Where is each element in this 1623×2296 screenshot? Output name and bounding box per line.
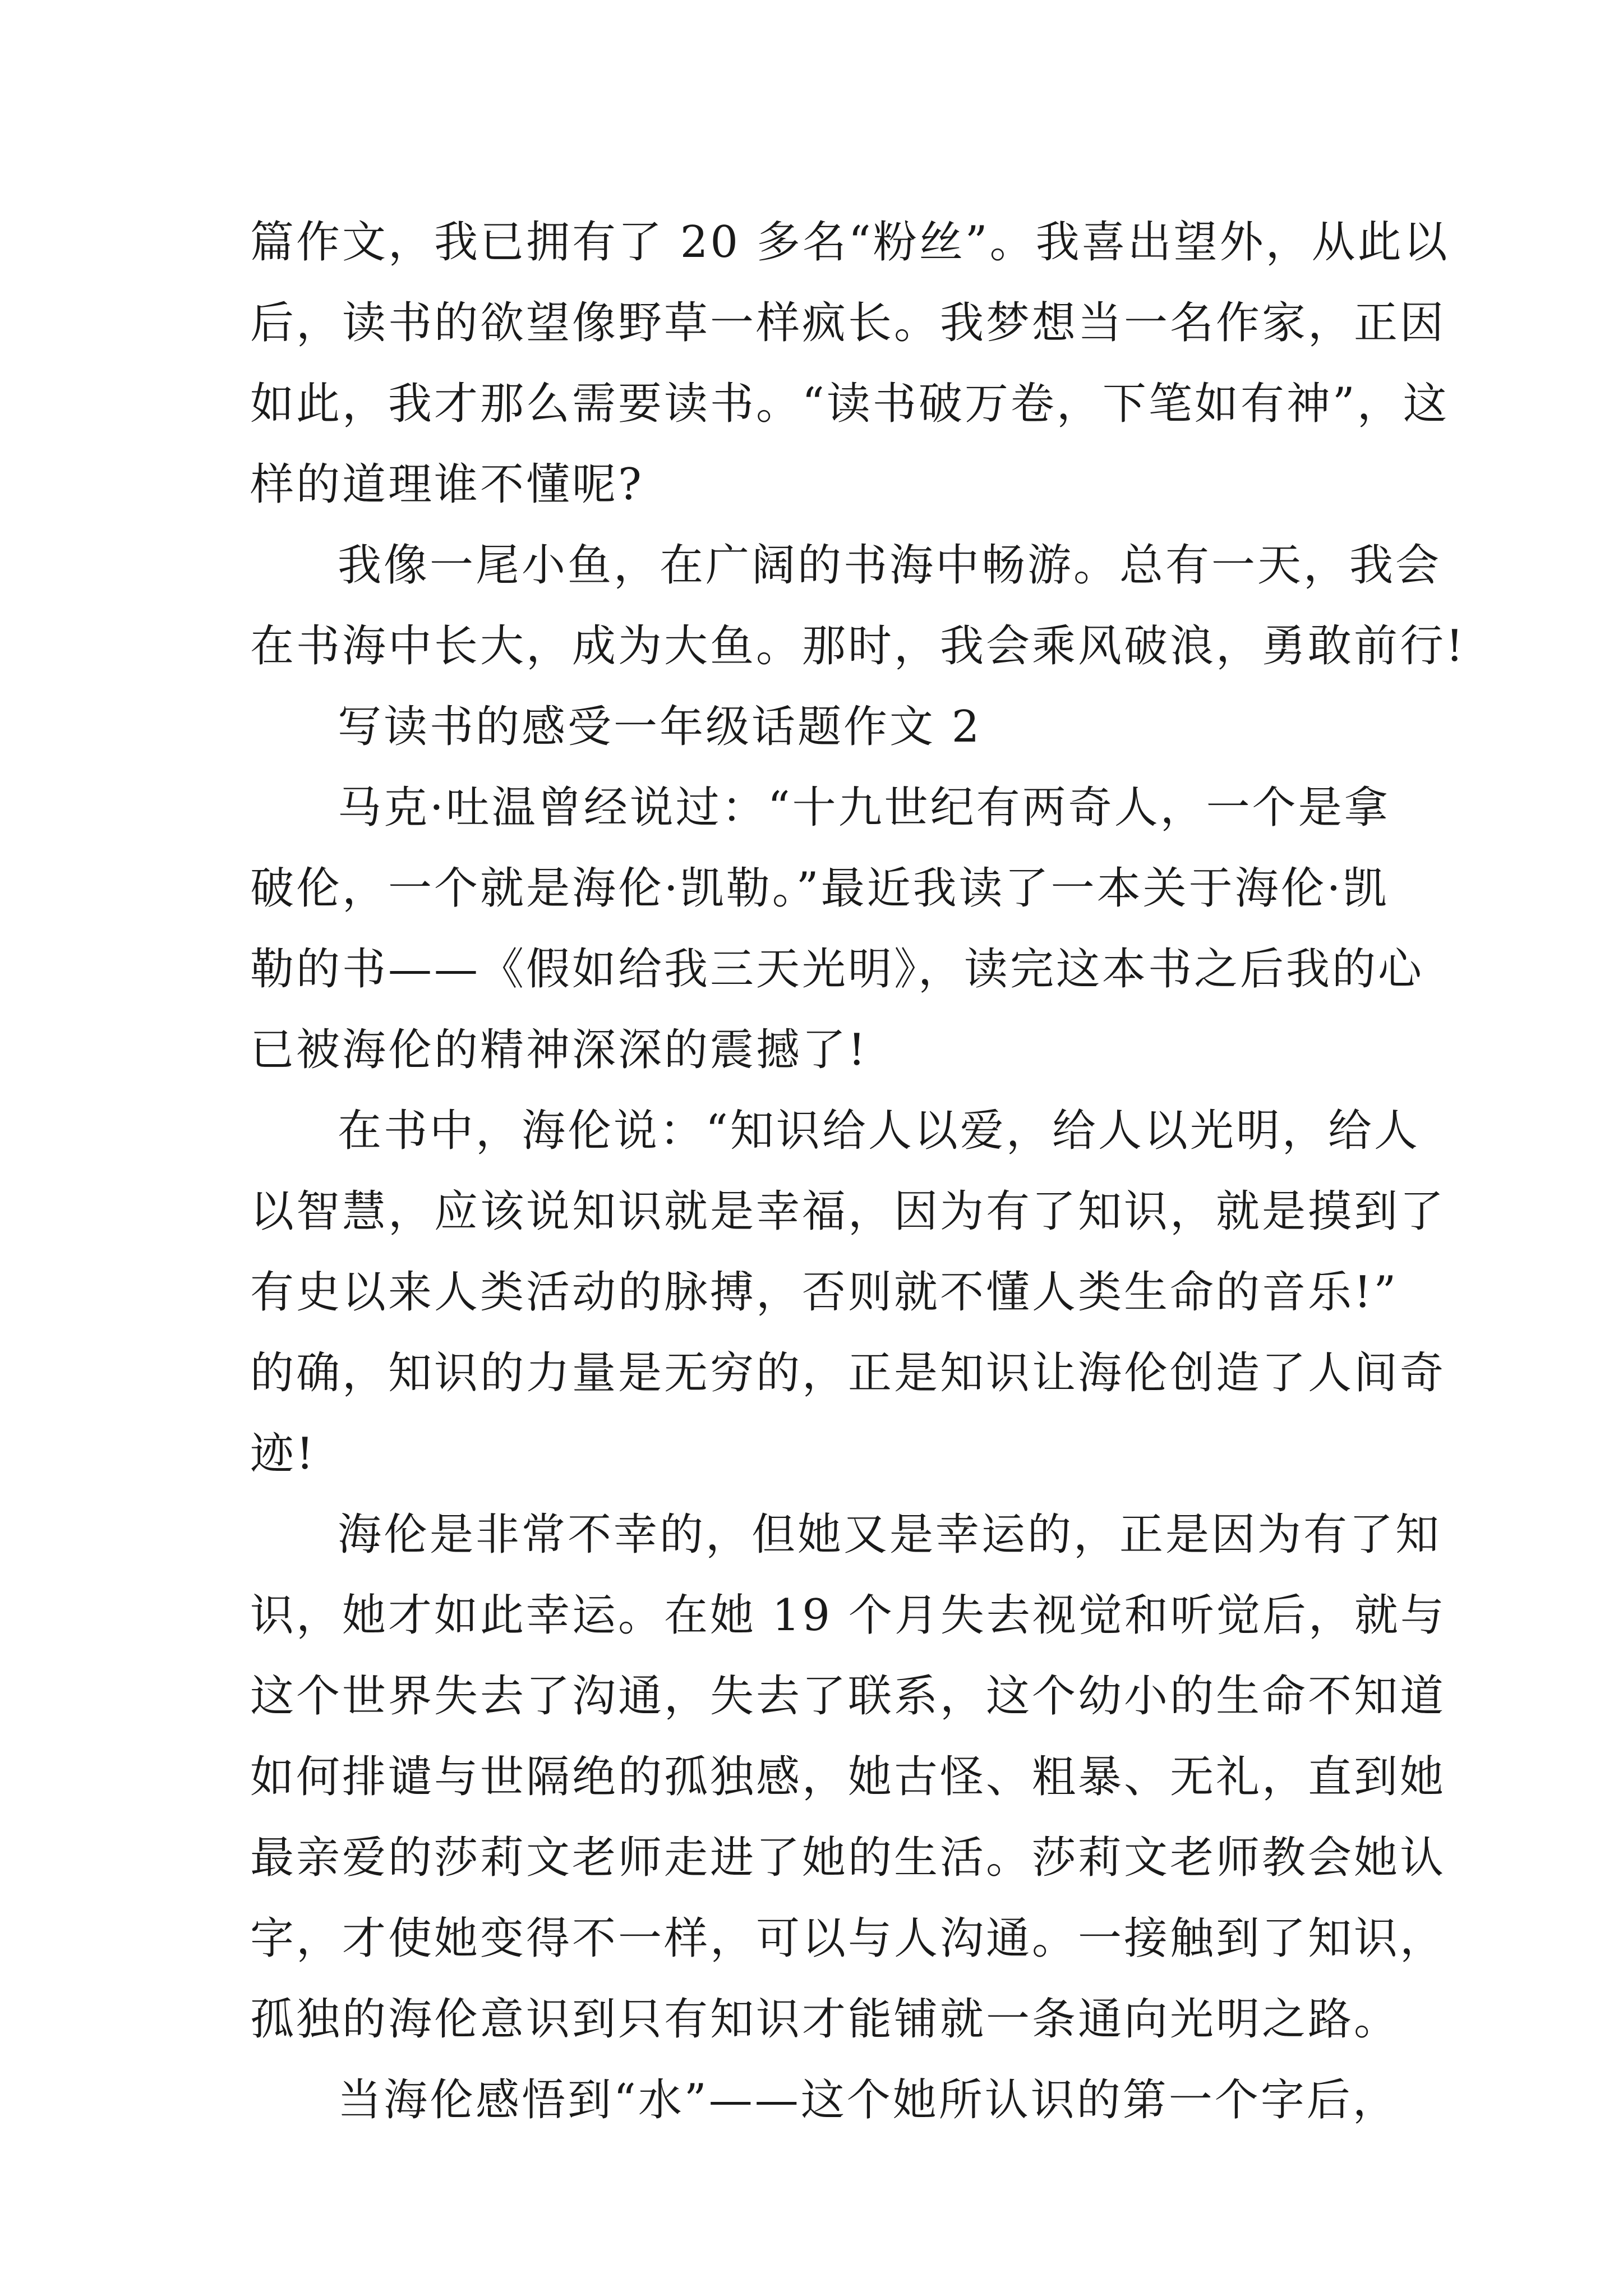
heading-text: 写读书的感受一年级话题作文 2 — [338, 702, 982, 752]
text-line: 已被海伦的精神深深的震撼了! — [250, 1025, 868, 1075]
text-line: 马克·吐温曾经说过：“十九世纪有两奇人，一个是拿 — [338, 783, 1390, 833]
text-line: 识，她才如此幸运。在她 19 个月失去视觉和听觉后，就与 — [250, 1590, 1446, 1641]
text-line: 迹! — [250, 1429, 316, 1479]
paragraph-1 — [250, 202, 1450, 525]
text-line: 的确，知识的力量是无穷的，正是知识让海伦创造了人间奇 — [250, 1348, 1446, 1398]
text-line: 字，才使她变得不一样，可以与人沟通。一接触到了知识， — [250, 1913, 1446, 1964]
paragraph-4 — [250, 1091, 1446, 1494]
text-line: 篇作文，我已拥有了 20 多名“粉丝”。我喜出望外，从此以 — [250, 217, 1450, 268]
text-line: 我像一尾小鱼，在广阔的书海中畅游。总有一天，我会 — [338, 540, 1442, 591]
text-line: 孤独的海伦意识到只有知识才能铺就一条通向光明之路。 — [250, 1994, 1400, 2045]
text-line: 最亲爱的莎莉文老师走进了她的生活。莎莉文老师教会她认 — [250, 1833, 1446, 1883]
text-line: 有史以来人类活动的脉搏，否则就不懂人类生命的音乐!” — [250, 1267, 1399, 1318]
text-line: 勒的书——《假如给我三天光明》，读完这本书之后我的心 — [250, 944, 1424, 995]
paragraph-5 — [250, 1494, 1446, 2060]
document-body — [250, 202, 1466, 2141]
text-line: 破伦，一个就是海伦·凯勒。”最近我读了一本关于海伦·凯 — [250, 863, 1389, 914]
paragraph-3 — [250, 767, 1424, 1091]
text-line: 后，读书的欲望像野草一样疯长。我梦想当一名作家，正因 — [250, 298, 1446, 348]
text-line: 在书中，海伦说：“知识给人以爱，给人以光明，给人 — [338, 1106, 1420, 1156]
text-line: 如何排谴与世隔绝的孤独感，她古怪、粗暴、无礼，直到她 — [250, 1752, 1446, 1802]
text-line: 以智慧，应该说知识就是幸福，因为有了知识，就是摸到了 — [250, 1186, 1446, 1237]
text-line: 在书海中长大，成为大鱼。那时，我会乘风破浪，勇敢前行! — [250, 621, 1466, 671]
text-line: 当海伦感悟到“水”——这个她所认识的第一个字后， — [338, 2075, 1399, 2125]
text-line: 如此，我才那么需要读书。“读书破万卷，下笔如有神”，这 — [250, 379, 1449, 429]
text-line: 海伦是非常不幸的，但她又是幸运的，正是因为有了知 — [338, 1510, 1442, 1560]
text-line: 这个世界失去了沟通，失去了联系，这个幼小的生命不知道 — [250, 1671, 1446, 1722]
text-line: 样的道理谁不懂呢? — [250, 459, 644, 510]
section-heading — [250, 687, 1377, 767]
paragraph-2 — [250, 525, 1466, 687]
paragraph-6 — [250, 2060, 1399, 2141]
